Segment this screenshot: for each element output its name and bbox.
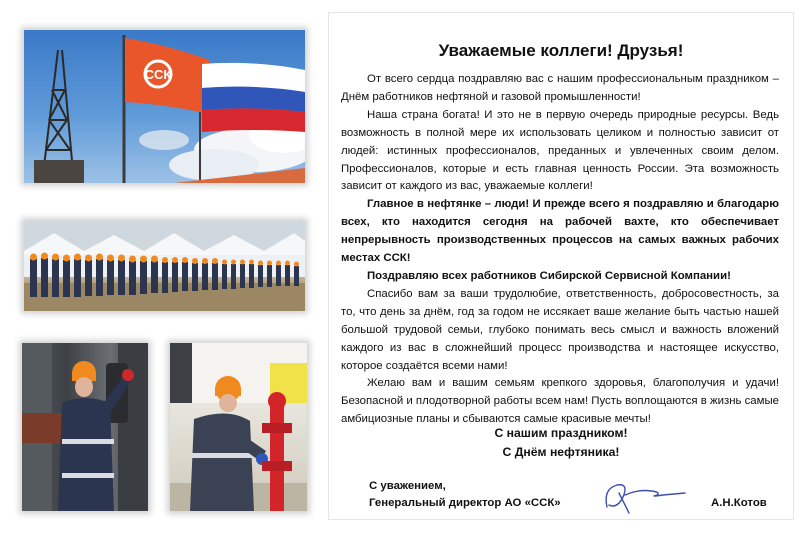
workers-line-illustration [24, 221, 305, 311]
photo-workers-line [24, 221, 305, 311]
paragraph-thanks: Спасибо вам за ваши трудолюбие, ответственность, добросовестность, за то, что день за днём, год за годом не иссякает ваше желание быть частью нашей большой трудовой семьи, глубоко понимать весь смысл и важность вложений каждого из вас в сложнейший процесс производства и настоящее искусство, которое создаётся всеми нами! [341, 287, 779, 372]
wellhead-illustration [170, 343, 307, 511]
closing-line-holiday: С нашим праздником! [494, 426, 628, 440]
photo-wellhead [170, 343, 307, 511]
paragraph-people-main: Главное в нефтянке – люди! И прежде всего я поздравляю и благодарю всех, кто находится сегодня на рабочей вахте, кто обеспечивает непрерывность производственных процессов на самых важных рабочих местах ССК! [341, 198, 779, 265]
paragraph-country-rich: Наша страна богата! И это не в первую очередь природные ресурсы. Ведь возможность в полной мере их использовать целиком и полностью зависит от людей: истинных профессионалов, преданных и увлеченных своим делом. Профессионалов, которые и есть главная ценность России. Эта возможность зависит от каждого из вас, уважаемые коллеги! [341, 108, 779, 193]
flag-logo-text: ССК [144, 67, 172, 82]
rig-flags-illustration [24, 30, 305, 183]
photo-driller [22, 343, 148, 511]
regards-text: С уважением, [369, 480, 446, 492]
signer-position: Генеральный директор АО «ССК» [369, 497, 561, 509]
letter-title: Уважаемые коллеги! Друзья! [438, 41, 684, 60]
letter-body [341, 71, 779, 429]
photo-rig-flags [24, 30, 305, 183]
signer-name: А.Н.Котов [711, 497, 767, 509]
greeting-letter [328, 12, 794, 520]
driller-illustration [22, 343, 148, 511]
paragraph-wishes: Желаю вам и вашим семьям крепкого здоровья, благополучия и удачи! Безопасной и плодотворной работы всем нам! Пусть воплощаются в жизнь самые амбициозные планы и сбываются самые красивые мечты! [341, 377, 779, 426]
paragraph-congratulate-employees: Поздравляю всех работников Сибирской Сервисной Компании! [367, 269, 731, 282]
handwritten-signature [599, 479, 689, 515]
paragraph-greeting: От всего сердца поздравляю вас с нашим профессиональным праздником – Днём работников нефтяной и газовой промышленности! [341, 73, 779, 103]
closing-line-oilman-day: С Днём нефтяника! [502, 445, 620, 459]
